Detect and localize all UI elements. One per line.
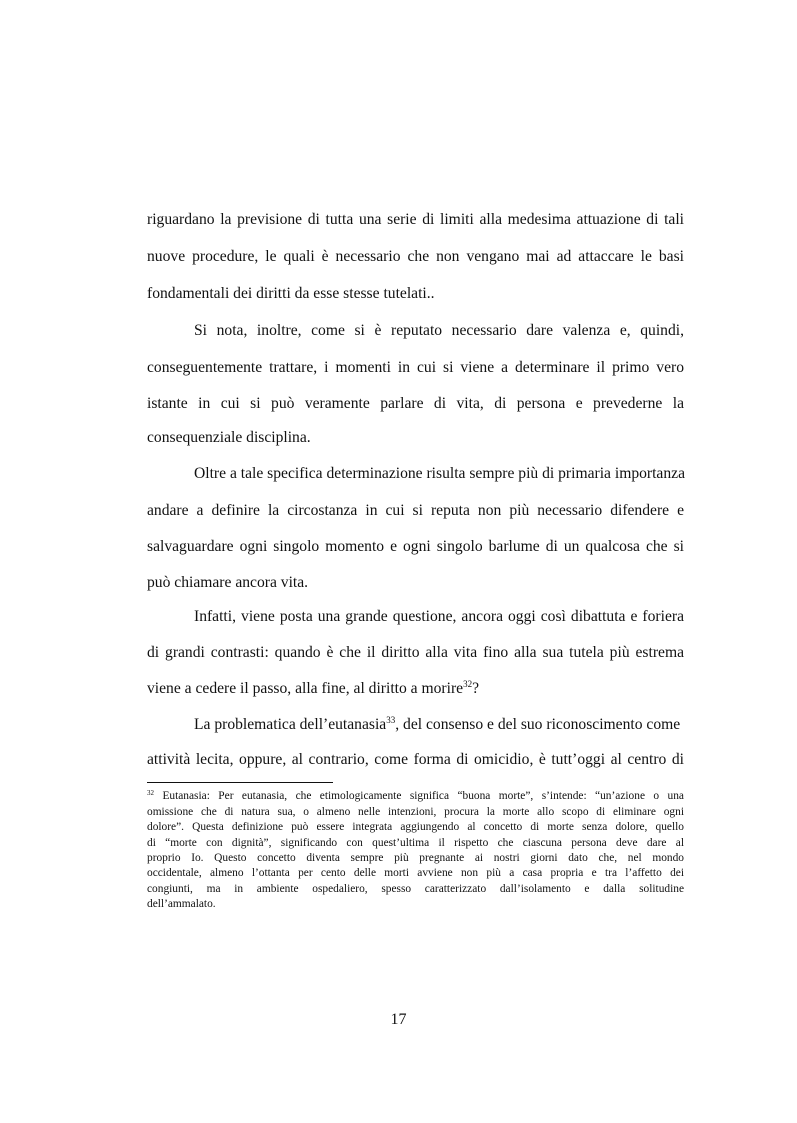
body-line: andare a definire la circostanza in cui si reputa non più necessario difendere e [147,502,684,519]
body-line: può chiamare ancora vita. [147,574,309,591]
footnote-number: 32 [147,789,154,797]
footnote-line: di “morte con dignità”, significando con quest’ultima il rispetto che ciascuna persona deve dare al [147,837,684,849]
paragraph-start-line: Si nota, inoltre, come si è reputato necessario dare valenza e, quindi, [194,322,684,339]
footnote-separator [147,782,333,783]
body-line: salvaguardare ogni singolo momento e ogni singolo barlume di un qualcosa che si [147,538,684,555]
footnote-line: congiunti, ma in ambiente ospedaliero, spesso caratterizzato dall’isolamento e dalla solitudine [147,883,684,895]
footnote-line [147,789,684,804]
footnote-line: dolore”. Questa definizione può essere integrata aggiungendo al concetto di morte senza dolore, quello [147,821,684,833]
body-line: consequenziale disciplina. [147,429,311,446]
body-line: nuove procedure, le quali è necessario che non vengano mai ad attaccare le basi [147,248,684,265]
footnote-reference-32[interactable]: 32 [463,679,473,689]
body-line: attività lecita, oppure, al contrario, come forma di omicidio, è tutt’oggi al centro di [147,751,684,768]
body-line-with-footnote-ref [147,679,684,699]
body-line-text: viene a cedere il passo, alla fine, al diritto a morire [147,680,464,697]
body-line: conseguentemente trattare, i momenti in cui si viene a determinare il primo vero [147,359,684,376]
footnote-line: dell’ammalato. [147,898,216,910]
body-line: istante in cui si può veramente parlare di vita, di persona e prevederne la [147,395,684,412]
footnote-line: occidentale, almeno l’ottanta per cento delle morti avviene non più a casa propria e tra l’affetto dei [147,867,684,879]
footnote-text: Eutanasia: Per eutanasia, che etimologicamente significa “buona morte”, s’intende: “un’azione o una [162,790,684,802]
body-line: fondamentali dei diritti da esse stesse tutelati.. [147,285,435,302]
body-line: di grandi contrasti: quando è che il diritto alla vita fino alla sua tutela più estrema [147,644,684,661]
body-line-text: , del consenso e del suo riconoscimento come [395,716,681,733]
footnote-line: omissione che di natura sua, o almeno nelle intenzioni, procura la morte allo scopo di eliminare ogni [147,806,684,818]
paragraph-start-line: Infatti, viene posta una grande questione, ancora oggi così dibattuta e foriera [194,608,684,625]
body-line: riguardano la previsione di tutta una serie di limiti alla medesima attuazione di tali [147,211,684,228]
page-number: 17 [390,1011,407,1028]
body-line-text: ? [472,680,479,697]
body-line-text: La problematica dell’eutanasia [194,716,387,733]
paragraph-start-line: Oltre a tale specifica determinazione risulta sempre più di primaria importanza [194,465,685,482]
paragraph-start-line-with-footnote-ref [194,715,684,735]
footnote-line: proprio Io. Questo concetto diventa sempre più pregnante ai nostri giorni dato che, nel mondo [147,852,684,864]
footnote-reference-33[interactable]: 33 [386,715,396,725]
